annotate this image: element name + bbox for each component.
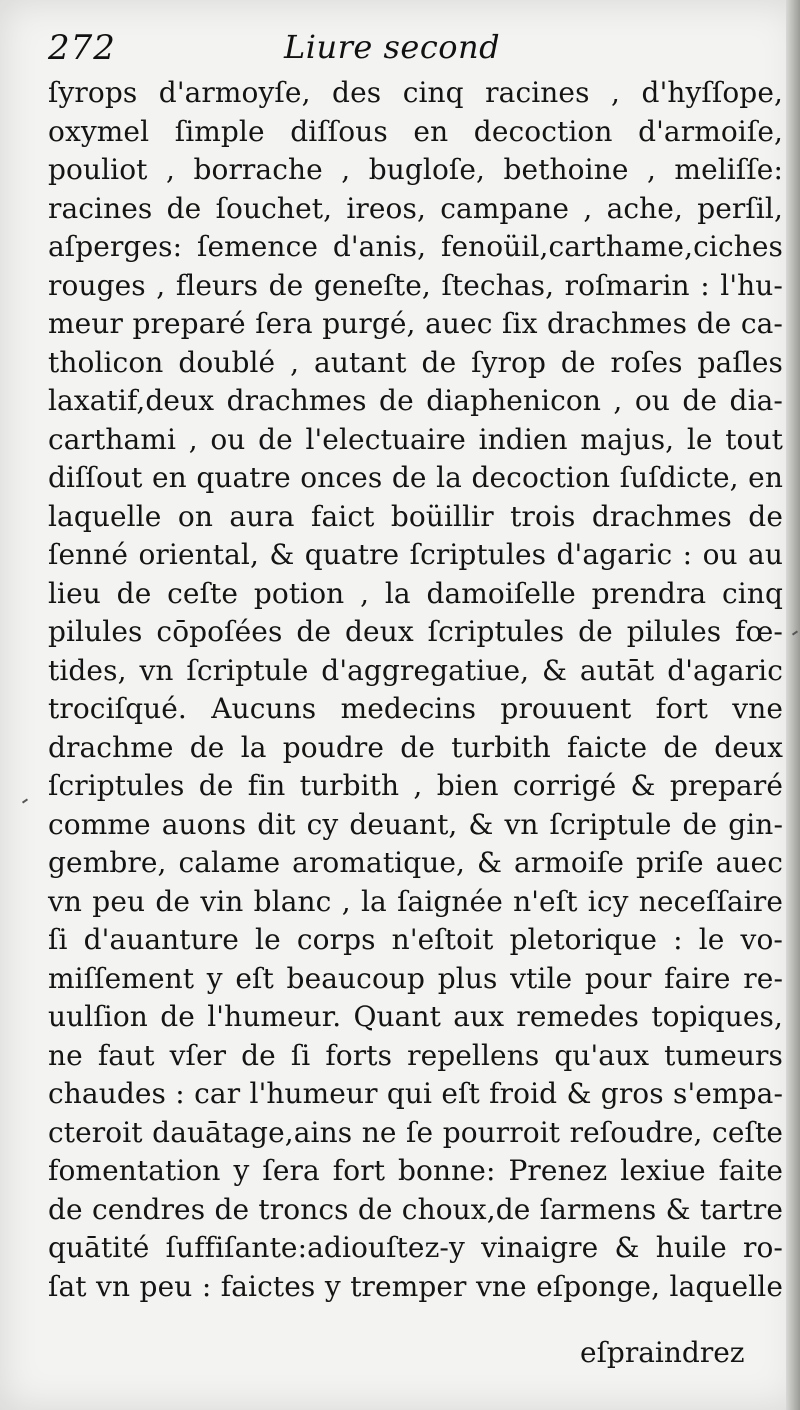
text-line: miſſement y eſt beaucoup plus vtile pour faire re- xyxy=(48,961,783,995)
text-line: laxatif,deux drachmes de diaphenicon , ou de dia- xyxy=(48,384,783,417)
text-line: aſperges: ſemence d'anis, fenoüil,carthame,ciches xyxy=(48,230,783,263)
text-line: drachme de la poudre de turbith faicte de deux xyxy=(48,730,783,764)
text-line: de cendres de troncs de choux,de ſarmens & tartre xyxy=(48,1192,783,1226)
text-line: ſcriptules de fin turbith , bien corrigé & preparé xyxy=(48,769,783,802)
body-text xyxy=(48,74,783,1306)
text-line: pilules cōpoſées de deux ſcriptules de pilules fœ- xyxy=(48,615,783,648)
page-header xyxy=(48,28,768,72)
text-line: ne faut vſer de ſi forts repellens qu'aux tumeurs xyxy=(48,1038,783,1072)
text-line: meur preparé ſera purgé, auec ſix drachmes de ca- xyxy=(48,307,783,340)
text-line: chaudes : car l'humeur qui eſt froid & gros s'empa- xyxy=(48,1077,783,1110)
text-line: tholicon doublé , autant de ſyrop de roſes paſles xyxy=(48,345,783,379)
running-head: Liure second xyxy=(284,28,501,66)
text-line: oxymel ſimple diſſous en decoction d'armoiſe, xyxy=(48,114,783,148)
text-line: fomentation y ſera fort bonne: Prenez lexiue faite xyxy=(48,1154,783,1187)
text-line: vn peu de vin blanc , la ſaignée n'eſt icy neceſſaire xyxy=(48,884,783,918)
text-line: uulſion de l'humeur. Quant aux remedes topiques, xyxy=(48,1000,783,1033)
text-line: ſi d'auanture le corps n'eſtoit pletorique : le vo- xyxy=(48,923,783,956)
text-line: trociſqué. Aucuns medecins prouuent fort vne xyxy=(48,692,783,725)
text-line: ſat vn peu : faictes y tremper vne eſponge, laquelle xyxy=(48,1269,783,1303)
text-line: gembre, calame aromatique, & armoiſe priſe auec xyxy=(48,846,783,879)
page-gutter-edge xyxy=(786,0,800,1410)
text-line: rouges , fleurs de geneſte, ſtechas, roſmarin : l'hu- xyxy=(48,268,783,302)
catchword: eſpraindrez xyxy=(580,1336,745,1369)
text-line: ſyrops d'armoyſe, des cinq racines , d'hyſſope, xyxy=(48,76,783,109)
text-line: carthami , ou de l'electuaire indien majus, le tout xyxy=(48,422,783,456)
text-line: quātité ſuffiſante:adiouſtez-y vinaigre & huile ro- xyxy=(48,1231,783,1264)
text-line: diſſout en quatre onces de la decoction ſuſdicte, en xyxy=(48,461,783,494)
text-line: laquelle on aura faict boüillir trois drachmes de xyxy=(48,499,783,533)
text-line: tides, vn ſcriptule d'aggregatiue, & autāt d'agaric xyxy=(48,653,783,687)
text-line: cteroit dauātage,ains ne ſe pourroit reſoudre, ceſte xyxy=(48,1115,783,1149)
text-line: racines de ſouchet, ireos, campane , ache, perſil, xyxy=(48,191,783,225)
page-number: 272 xyxy=(48,28,116,68)
margin-speck xyxy=(22,798,28,803)
text-line: lieu de ceſte potion , la damoiſelle prendra cinq xyxy=(48,576,783,610)
text-line: comme auons dit cy deuant, & vn ſcriptule de gin- xyxy=(48,807,783,841)
text-line: pouliot , borrache , bugloſe, bethoine , meliſſe: xyxy=(48,153,783,186)
text-line: ſenné oriental, & quatre ſcriptules d'agaric : ou au xyxy=(48,538,783,571)
